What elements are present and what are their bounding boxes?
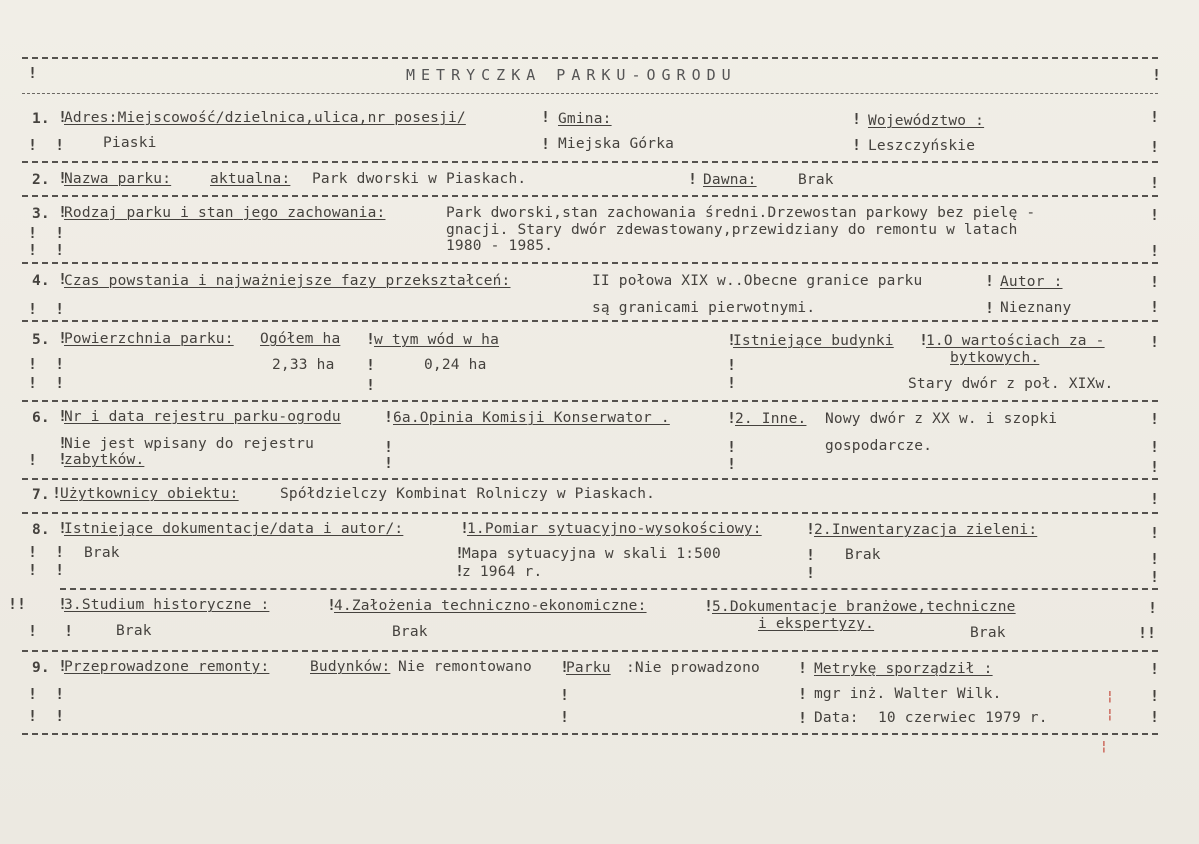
s5-buildings-label: Istniejące budynki	[733, 333, 894, 349]
s8b-bar: !	[327, 596, 337, 614]
right-edge-marks: !!	[1138, 624, 1157, 642]
left-edge-marks: !	[1152, 66, 1162, 84]
s8b-hist-label: 3.Studium historyczne :	[64, 597, 270, 613]
s6-other-line1: Nowy dwór z XX w. i szopki	[825, 411, 1058, 427]
right-edge-marks: !	[1150, 138, 1160, 156]
s9-bar: !	[58, 657, 68, 675]
form-title: METRYCZKA PARKU-OGRODU	[406, 66, 737, 84]
s8b-docs-label2: i ekspertyzy.	[758, 616, 875, 632]
s8-number: 8.	[32, 522, 50, 538]
s9-date-value: 10 czerwiec 1979 r.	[878, 710, 1048, 726]
s5-bar: !	[366, 356, 376, 374]
s8b-docs-value: Brak	[970, 625, 1006, 641]
left-edge-marks: !	[28, 451, 38, 469]
right-edge-marks: !	[1150, 568, 1160, 586]
rule-s7-bottom	[22, 512, 1158, 514]
s8-bar: !	[806, 546, 816, 564]
s3-number: 3.	[32, 206, 50, 222]
rule-top	[22, 57, 1158, 59]
rule-s8b-bottom	[22, 650, 1158, 652]
s1-woj-label: Województwo :	[868, 113, 985, 129]
s6-register-line1: Nie jest wpisany do rejestru	[64, 436, 315, 452]
s7-label: Użytkownicy obiektu:	[60, 486, 239, 502]
right-edge-marks: !	[1150, 410, 1160, 428]
s4-bar: !	[58, 270, 68, 288]
s5-bar: !	[727, 331, 737, 349]
s8-survey-label: 1.Pomiar sytuacyjno-wysokościowy:	[467, 521, 762, 537]
s5-bar: !	[58, 329, 68, 347]
s5-total-value: 2,33 ha	[272, 357, 335, 373]
s1-woj-value: Leszczyńskie	[868, 138, 976, 154]
s5-monuments-label1: 1.O wartościach za -	[926, 333, 1105, 349]
s3-line2: gnacji. Stary dwór zdewastowany,przewidziany do remontu w latach	[446, 222, 1018, 238]
s7-number: 7.	[32, 487, 50, 503]
s5-bar: !	[366, 376, 376, 394]
s9-label: Przeprowadzone remonty:	[64, 659, 270, 675]
s6-bar: !	[727, 438, 737, 456]
right-edge-marks: !	[1150, 206, 1160, 224]
rule-title-bottom	[22, 93, 1158, 94]
s7-value: Spółdzielczy Kombinat Rolniczy w Piaskach.	[280, 486, 656, 502]
s2-current-label: aktualna:	[210, 171, 291, 187]
s8-bar: !	[58, 519, 68, 537]
red-mark: ¦	[1100, 739, 1108, 754]
right-edge-marks: !	[1150, 242, 1160, 260]
s9-made-value: mgr inż. Walter Wilk.	[814, 686, 1002, 702]
rule-s8-bottom	[60, 588, 1158, 590]
red-mark: ¦	[1106, 707, 1114, 722]
right-edge-marks: !	[1150, 708, 1160, 726]
s2-former-value: Brak	[798, 172, 834, 188]
s1-bar: !	[58, 108, 68, 126]
left-edge-marks: ! !	[28, 300, 65, 318]
s4-line2: są granicami pierwotnymi.	[592, 300, 816, 316]
s8-bar: !	[806, 520, 816, 538]
s2-bar: !	[688, 170, 698, 188]
s6-bar: !	[58, 407, 68, 425]
s9-bar: !	[560, 708, 570, 726]
s6-opinion-label: 6a.Opinia Komisji Konserwator .	[393, 410, 670, 426]
s5-water-label: w tym wód w ha	[374, 332, 500, 348]
s6-register-line2: zabytków.	[64, 452, 145, 468]
right-edge-marks: !	[1150, 298, 1160, 316]
s8-bar: !	[806, 564, 816, 582]
s8-inventory-label: 2.Inwentaryzacja zieleni:	[814, 522, 1038, 538]
left-edge-marks: ! !	[28, 543, 65, 561]
rule-s6-bottom	[22, 478, 1158, 480]
s8b-hist-value: Brak	[116, 623, 152, 639]
s5-bar: !	[727, 374, 737, 392]
s6-number: 6.	[32, 410, 50, 426]
left-edge-marks: ! !	[28, 224, 65, 242]
rule-s2-bottom	[22, 195, 1158, 197]
s8-bar: !	[455, 544, 465, 562]
left-edge-marks: ! !	[28, 241, 65, 259]
s4-label: Czas powstania i najważniejsze fazy przekształceń:	[64, 273, 511, 289]
s4-bar: !	[985, 272, 995, 290]
s8-survey-line2: z 1964 r.	[462, 564, 543, 580]
s6-bar: !	[58, 450, 68, 468]
s6-bar: !	[384, 454, 394, 472]
right-edge-marks: !	[1150, 490, 1160, 508]
s9-bar: !	[798, 685, 808, 703]
s8-label: Istniejące dokumentacje/data i autor/:	[64, 521, 404, 537]
s1-address-label: Adres:Miejscowość/dzielnica,ulica,nr posesji/	[64, 110, 466, 126]
rule-s4-bottom	[22, 320, 1158, 322]
s5-bar: !	[919, 331, 929, 349]
s6-bar: !	[384, 408, 394, 426]
s1-bar: !	[852, 110, 862, 128]
s8b-bar: !	[58, 595, 68, 613]
right-edge-marks: !	[1150, 524, 1160, 542]
s8b-bar: !	[704, 597, 714, 615]
left-edge-marks: ! !	[28, 561, 65, 579]
s6-other-label: 2. Inne.	[735, 411, 807, 427]
s6-register-label: Nr i data rejestru parku-ogrodu	[64, 409, 341, 425]
right-edge-marks: !	[1150, 438, 1160, 456]
s4-author-label: Autor :	[1000, 274, 1063, 290]
s4-number: 4.	[32, 273, 50, 289]
s9-buildings-label: Budynków:	[310, 659, 391, 675]
s3-line3: 1980 - 1985.	[446, 238, 554, 254]
rule-s1-bottom	[22, 161, 1158, 163]
s1-gmina-label: Gmina:	[558, 111, 612, 127]
left-edge-marks: ! !	[28, 355, 65, 373]
s9-bar: !	[798, 659, 808, 677]
s5-monuments-value: Stary dwór z poł. XIXw.	[908, 376, 1114, 392]
s2-former-label: Dawna:	[703, 172, 757, 188]
s9-bar: !	[560, 658, 570, 676]
s9-park-value: :Nie prowadzono	[626, 660, 760, 676]
right-edge-marks: !	[1150, 550, 1160, 568]
s9-buildings-value: Nie remontowano	[398, 659, 532, 675]
s9-bar: !	[560, 686, 570, 704]
right-edge-marks: !	[1150, 687, 1160, 705]
s6-bar: !	[58, 434, 68, 452]
rule-s5-bottom	[22, 400, 1158, 402]
left-edge-marks: !!	[8, 595, 27, 613]
s4-bar: !	[985, 299, 995, 317]
right-edge-marks: !	[1150, 174, 1160, 192]
s5-bar: !	[727, 356, 737, 374]
s8-bar: !	[455, 562, 465, 580]
s9-date-label: Data:	[814, 710, 859, 726]
s6-bar: !	[384, 438, 394, 456]
s1-bar: !	[852, 136, 862, 154]
s1-bar: !	[541, 135, 551, 153]
s3-bar: !	[58, 203, 68, 221]
s8b-tech-label: 4.Założenia techniczno-ekonomiczne:	[334, 598, 647, 614]
s2-bar: !	[58, 169, 68, 187]
s8-survey-line1: Mapa sytuacyjna w skali 1:500	[462, 546, 721, 562]
s1-gmina-value: Miejska Górka	[558, 136, 675, 152]
left-edge-marks: ! !	[28, 136, 65, 154]
s1-address-value: Piaski	[103, 135, 157, 151]
s2-number: 2.	[32, 172, 50, 188]
s3-line1: Park dworski,stan zachowania średni.Drzewostan parkowy bez pielę -	[446, 205, 1036, 221]
right-edge-marks: !	[1150, 333, 1160, 351]
rule-s3-bottom	[22, 262, 1158, 264]
s9-made-label: Metrykę sporządził :	[814, 661, 993, 677]
right-edge-marks: !	[1150, 108, 1160, 126]
s5-monuments-label2: bytkowych.	[950, 350, 1040, 366]
rule-bottom	[22, 733, 1158, 735]
red-mark: ¦	[1106, 689, 1114, 704]
s9-bar: !	[798, 709, 808, 727]
s8-value: Brak	[84, 545, 120, 561]
s6-bar: !	[727, 455, 737, 473]
s6-bar: !	[727, 409, 737, 427]
s3-label: Rodzaj parku i stan jego zachowania:	[64, 205, 386, 221]
s8b-tech-value: Brak	[392, 624, 428, 640]
s1-number: 1.	[32, 111, 50, 127]
left-edge-marks: ! !	[28, 685, 65, 703]
left-edge-marks: ! !	[28, 374, 65, 392]
s9-number: 9.	[32, 660, 50, 676]
s8b-docs-label1: 5.Dokumentacje branżowe,techniczne	[712, 599, 1016, 615]
s1-bar: !	[541, 108, 551, 126]
s4-line1: II połowa XIX w..Obecne granice parku	[592, 273, 923, 289]
left-edge-marks: ! !	[28, 622, 74, 640]
s2-current-value: Park dworski w Piaskach.	[312, 171, 527, 187]
right-edge-marks: !	[1148, 599, 1158, 617]
right-edge-marks: !	[1150, 660, 1160, 678]
s5-number: 5.	[32, 332, 50, 348]
s6-other-line2: gospodarcze.	[825, 438, 933, 454]
s9-park-label: Parku	[566, 660, 611, 676]
s5-bar: !	[366, 330, 376, 348]
s2-name-label: Nazwa parku:	[64, 171, 172, 187]
s4-author-value: Nieznany	[1000, 300, 1072, 316]
right-edge-marks: !	[1150, 458, 1160, 476]
right-edge-marks: !	[1150, 273, 1160, 291]
left-edge-marks: ! !	[28, 707, 65, 725]
s5-label: Powierzchnia parku:	[64, 331, 234, 347]
left-edge-marks: !	[28, 64, 38, 82]
s8-inventory-value: Brak	[845, 547, 881, 563]
s5-water-value: 0,24 ha	[424, 357, 487, 373]
s5-total-label: Ogółem ha	[260, 331, 341, 347]
s7-bar: !	[52, 484, 62, 502]
s8-bar: !	[460, 519, 470, 537]
